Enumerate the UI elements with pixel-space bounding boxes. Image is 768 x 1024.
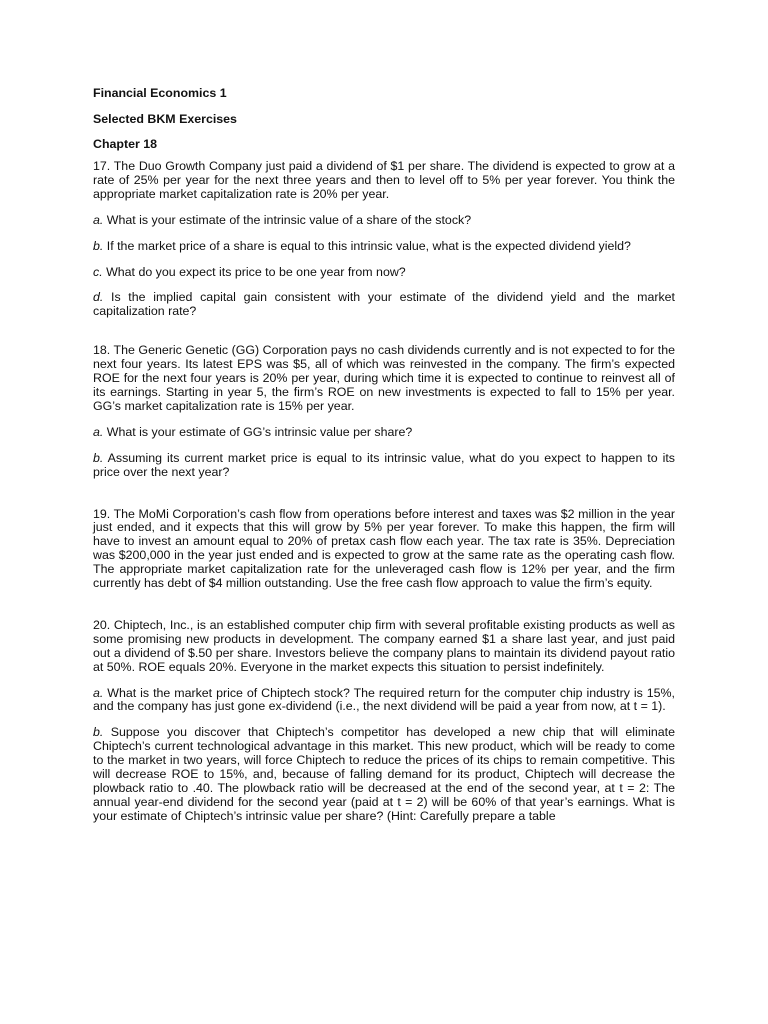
problem-17-part-c bbox=[93, 266, 675, 280]
part-text: If the market price of a share is equal to this intrinsic value, what is the expected dividend yield? bbox=[103, 238, 631, 253]
part-label: b. bbox=[93, 238, 104, 253]
part-label: d. bbox=[93, 290, 104, 305]
problem-18-part-b bbox=[93, 452, 675, 480]
problem-18-text: 18. The Generic Genetic (GG) Corporation pays no cash dividends currently and is not expected to for the next four years. Its latest EPS was $5, all of which was reinvested in the company. The firm’s expected ROE for the next four years is 20% per year, during which time it is expected to continue to reinvest all of its earnings. Starting in year 5, the firm’s ROE on new investments is expected to fall to 15% per year. GG’s market capitalization rate is 15% per year. bbox=[93, 343, 675, 413]
part-label: a. bbox=[93, 424, 104, 439]
problem-17-part-a bbox=[93, 214, 675, 228]
problem-18-part-a bbox=[93, 426, 675, 440]
problem-19-text: 19. The MoMi Corporation’s cash flow from operations before interest and taxes was $2 million in the year just ended, and it expects that this will grow by 5% per year forever. To make this happen, the firm will have to invest an amount equal to 20% of pretax cash flow each year. The tax rate is 35%. Depreciation was $200,000 in the year just ended and is expected to grow at the same rate as the operating cash flow. The appropriate market capitalization rate for the unleveraged cash flow is 12% per year, and the firm currently has debt of $4 million outstanding. Use the free cash flow approach to value the firm’s equity. bbox=[93, 506, 675, 591]
course-title: Financial Economics 1 bbox=[93, 86, 227, 100]
part-text: What is your estimate of GG’s intrinsic value per share? bbox=[103, 424, 413, 439]
part-text: What is your estimate of the intrinsic value of a share of the stock? bbox=[103, 212, 472, 227]
part-label: a. bbox=[93, 212, 104, 227]
problem-20-part-a bbox=[93, 687, 675, 715]
part-text: What do you expect its price to be one year from now? bbox=[102, 264, 406, 279]
part-label: b. bbox=[93, 725, 104, 740]
problem-20-part-b bbox=[93, 726, 675, 823]
problem-20-text: 20. Chiptech, Inc., is an established computer chip firm with several profitable existing products as well as some promising new products in development. The company earned $1 a share last year, and just paid out a dividend of $.50 per share. Investors believe the company plans to maintain its dividend payout ratio at 50%. ROE equals 20%. Everyone in the market expects this situation to persist indefinitely. bbox=[93, 617, 675, 674]
part-text: What is the market price of Chiptech stock? The required return for the computer chip industry is 15%, and the company has just gone ex-dividend (i.e., the next dividend will be paid a year from now, at t = 1). bbox=[93, 685, 675, 714]
problem-17-part-d bbox=[93, 291, 675, 319]
part-label: a. bbox=[93, 685, 104, 700]
chapter-heading: Chapter 18 bbox=[93, 137, 158, 151]
problem-17-part-b bbox=[93, 240, 675, 254]
part-label: c. bbox=[93, 264, 103, 279]
part-text: Assuming its current market price is equal to its intrinsic value, what do you expect to happen to its price over the next year? bbox=[93, 450, 675, 479]
problem-17-text: 17. The Duo Growth Company just paid a dividend of $1 per share. The dividend is expected to grow at a rate of 25% per year for the next three years and then to level off to 5% per year forever. You think the appropriate market capitalization rate is 20% per year. bbox=[93, 159, 675, 201]
part-text: Suppose you discover that Chiptech’s competitor has developed a new chip that will eliminate Chiptech’s current technological advantage in this market. This new product, which will be ready to come to the market in two years, will force Chiptech to reduce the prices of its chips to remain competitive. This will decrease ROE to 15%, and, because of falling demand for its product, Chiptech will decrease the plowback ratio to .40. The plowback ratio will be decreased at the end of the second year, at t = 2: The annual year-end dividend for the second year (paid at t = 2) will be 60% of that year’s earnings. What is your estimate of Chiptech’s intrinsic value per share? (Hint: Carefully prepare a table bbox=[93, 725, 675, 823]
part-text: Is the implied capital gain consistent with your estimate of the dividend yield and the market capitalization rate? bbox=[93, 290, 675, 319]
exercises-subtitle: Selected BKM Exercises bbox=[93, 112, 237, 126]
part-label: b. bbox=[93, 450, 104, 465]
